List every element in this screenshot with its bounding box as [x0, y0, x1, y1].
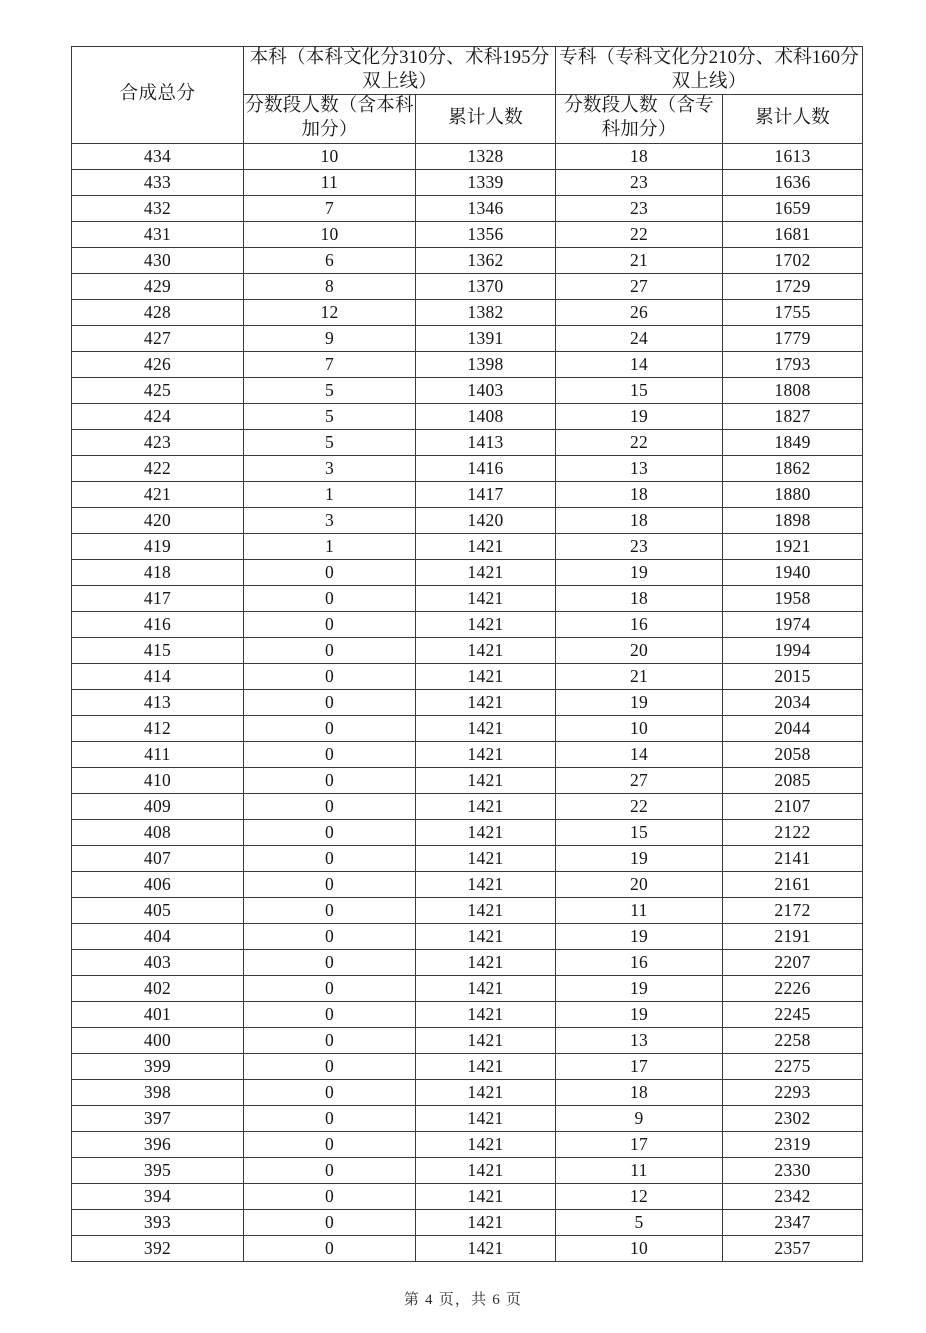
- cell-total-score: 399: [72, 1053, 244, 1079]
- cell-vocational-segment-count: 11: [556, 897, 723, 923]
- cell-undergrad-cumulative: 1421: [416, 611, 556, 637]
- cell-undergrad-segment-count: 5: [244, 429, 416, 455]
- table-row: [72, 689, 863, 715]
- table-row: [72, 871, 863, 897]
- cell-vocational-segment-count: 21: [556, 663, 723, 689]
- cell-vocational-segment-count: 13: [556, 1027, 723, 1053]
- cell-undergrad-segment-count: 0: [244, 1157, 416, 1183]
- table-row: [72, 1001, 863, 1027]
- cell-undergrad-cumulative: 1421: [416, 663, 556, 689]
- cell-total-score: 412: [72, 715, 244, 741]
- cell-undergrad-cumulative: 1421: [416, 1079, 556, 1105]
- cell-vocational-segment-count: 19: [556, 1001, 723, 1027]
- table-row: [72, 949, 863, 975]
- cell-vocational-segment-count: 12: [556, 1183, 723, 1209]
- cell-undergrad-segment-count: 0: [244, 1001, 416, 1027]
- cell-undergrad-segment-count: 0: [244, 923, 416, 949]
- table-row: [72, 741, 863, 767]
- cell-total-score: 419: [72, 533, 244, 559]
- cell-undergrad-cumulative: 1382: [416, 299, 556, 325]
- cell-vocational-cumulative: 2191: [723, 923, 863, 949]
- table-row: [72, 663, 863, 689]
- table-row: [72, 377, 863, 403]
- table-row: [72, 611, 863, 637]
- cell-undergrad-segment-count: 0: [244, 845, 416, 871]
- cell-vocational-segment-count: 27: [556, 767, 723, 793]
- cell-undergrad-segment-count: 3: [244, 455, 416, 481]
- cell-undergrad-segment-count: 0: [244, 949, 416, 975]
- cell-vocational-segment-count: 15: [556, 819, 723, 845]
- cell-undergrad-cumulative: 1421: [416, 897, 556, 923]
- cell-undergrad-cumulative: 1421: [416, 871, 556, 897]
- cell-vocational-cumulative: 1880: [723, 481, 863, 507]
- cell-total-score: 397: [72, 1105, 244, 1131]
- cell-total-score: 402: [72, 975, 244, 1001]
- cell-undergrad-segment-count: 10: [244, 143, 416, 169]
- cell-total-score: 394: [72, 1183, 244, 1209]
- cell-vocational-segment-count: 23: [556, 195, 723, 221]
- cell-total-score: 433: [72, 169, 244, 195]
- cell-vocational-segment-count: 23: [556, 533, 723, 559]
- table-row: [72, 559, 863, 585]
- cell-vocational-segment-count: 18: [556, 481, 723, 507]
- cell-undergrad-cumulative: 1421: [416, 637, 556, 663]
- cell-undergrad-cumulative: 1421: [416, 1053, 556, 1079]
- column-header-undergrad-segment-count: 分数段人数（含本科加分）: [244, 95, 416, 143]
- cell-undergrad-segment-count: 0: [244, 689, 416, 715]
- cell-vocational-segment-count: 18: [556, 507, 723, 533]
- cell-total-score: 430: [72, 247, 244, 273]
- cell-undergrad-segment-count: 0: [244, 897, 416, 923]
- table-row: [72, 481, 863, 507]
- cell-vocational-cumulative: 1793: [723, 351, 863, 377]
- cell-undergrad-cumulative: 1421: [416, 1183, 556, 1209]
- cell-undergrad-segment-count: 11: [244, 169, 416, 195]
- cell-undergrad-segment-count: 0: [244, 559, 416, 585]
- cell-undergrad-segment-count: 0: [244, 611, 416, 637]
- cell-total-score: 398: [72, 1079, 244, 1105]
- table-row: [72, 767, 863, 793]
- cell-undergrad-segment-count: 7: [244, 351, 416, 377]
- cell-vocational-cumulative: 2107: [723, 793, 863, 819]
- cell-undergrad-cumulative: 1362: [416, 247, 556, 273]
- cell-total-score: 409: [72, 793, 244, 819]
- cell-undergrad-cumulative: 1421: [416, 819, 556, 845]
- cell-undergrad-cumulative: 1416: [416, 455, 556, 481]
- table-row: [72, 819, 863, 845]
- cell-undergrad-cumulative: 1356: [416, 221, 556, 247]
- cell-undergrad-cumulative: 1420: [416, 507, 556, 533]
- cell-vocational-segment-count: 10: [556, 715, 723, 741]
- cell-vocational-segment-count: 20: [556, 871, 723, 897]
- cell-vocational-cumulative: 1681: [723, 221, 863, 247]
- cell-vocational-segment-count: 16: [556, 949, 723, 975]
- cell-total-score: 410: [72, 767, 244, 793]
- cell-vocational-cumulative: 2357: [723, 1235, 863, 1261]
- cell-total-score: 420: [72, 507, 244, 533]
- table-row: [72, 1079, 863, 1105]
- cell-total-score: 415: [72, 637, 244, 663]
- table-row: [72, 975, 863, 1001]
- cell-total-score: 413: [72, 689, 244, 715]
- cell-vocational-segment-count: 15: [556, 377, 723, 403]
- cell-undergrad-cumulative: 1391: [416, 325, 556, 351]
- cell-vocational-cumulative: 2319: [723, 1131, 863, 1157]
- table-row: [72, 585, 863, 611]
- cell-vocational-cumulative: 2015: [723, 663, 863, 689]
- cell-undergrad-cumulative: 1421: [416, 923, 556, 949]
- cell-vocational-cumulative: 1779: [723, 325, 863, 351]
- cell-vocational-segment-count: 19: [556, 559, 723, 585]
- table-row: [72, 169, 863, 195]
- cell-vocational-cumulative: 2275: [723, 1053, 863, 1079]
- cell-vocational-cumulative: 2141: [723, 845, 863, 871]
- cell-vocational-segment-count: 18: [556, 143, 723, 169]
- cell-undergrad-cumulative: 1421: [416, 1001, 556, 1027]
- table-row: [72, 1027, 863, 1053]
- cell-total-score: 403: [72, 949, 244, 975]
- cell-vocational-segment-count: 27: [556, 273, 723, 299]
- cell-vocational-segment-count: 14: [556, 351, 723, 377]
- cell-vocational-segment-count: 17: [556, 1053, 723, 1079]
- cell-undergrad-cumulative: 1421: [416, 715, 556, 741]
- cell-total-score: 400: [72, 1027, 244, 1053]
- cell-vocational-cumulative: 2347: [723, 1209, 863, 1235]
- cell-undergrad-cumulative: 1421: [416, 975, 556, 1001]
- cell-vocational-cumulative: 1898: [723, 507, 863, 533]
- cell-undergrad-cumulative: 1346: [416, 195, 556, 221]
- cell-vocational-cumulative: 1994: [723, 637, 863, 663]
- column-header-vocational-segment-count: 分数段人数（含专科加分）: [556, 95, 723, 143]
- cell-undergrad-cumulative: 1421: [416, 741, 556, 767]
- table-row: [72, 793, 863, 819]
- cell-total-score: 425: [72, 377, 244, 403]
- cell-vocational-segment-count: 20: [556, 637, 723, 663]
- cell-undergrad-cumulative: 1421: [416, 1209, 556, 1235]
- table-row: [72, 221, 863, 247]
- cell-undergrad-cumulative: 1421: [416, 1027, 556, 1053]
- table-row: [72, 1183, 863, 1209]
- cell-vocational-segment-count: 19: [556, 923, 723, 949]
- cell-undergrad-segment-count: 6: [244, 247, 416, 273]
- cell-vocational-cumulative: 1921: [723, 533, 863, 559]
- cell-vocational-segment-count: 19: [556, 975, 723, 1001]
- cell-vocational-cumulative: 2161: [723, 871, 863, 897]
- cell-undergrad-segment-count: 0: [244, 1209, 416, 1235]
- cell-undergrad-cumulative: 1421: [416, 1131, 556, 1157]
- cell-undergrad-cumulative: 1328: [416, 143, 556, 169]
- cell-undergrad-cumulative: 1370: [416, 273, 556, 299]
- page-footer: 第 4 页，共 6 页: [403, 1292, 523, 1308]
- cell-undergrad-segment-count: 9: [244, 325, 416, 351]
- cell-vocational-cumulative: 2172: [723, 897, 863, 923]
- table-body: [72, 143, 863, 1261]
- cell-total-score: 395: [72, 1157, 244, 1183]
- cell-undergrad-segment-count: 1: [244, 481, 416, 507]
- cell-undergrad-segment-count: 0: [244, 637, 416, 663]
- cell-vocational-segment-count: 13: [556, 455, 723, 481]
- cell-undergrad-segment-count: 3: [244, 507, 416, 533]
- cell-total-score: 406: [72, 871, 244, 897]
- table-row: [72, 1157, 863, 1183]
- cell-vocational-segment-count: 10: [556, 1235, 723, 1261]
- cell-total-score: 431: [72, 221, 244, 247]
- cell-total-score: 418: [72, 559, 244, 585]
- cell-total-score: 424: [72, 403, 244, 429]
- cell-undergrad-cumulative: 1339: [416, 169, 556, 195]
- cell-vocational-segment-count: 18: [556, 585, 723, 611]
- cell-vocational-segment-count: 16: [556, 611, 723, 637]
- cell-undergrad-cumulative: 1421: [416, 1105, 556, 1131]
- table-row: [72, 299, 863, 325]
- cell-undergrad-segment-count: 0: [244, 1235, 416, 1261]
- cell-undergrad-segment-count: 1: [244, 533, 416, 559]
- cell-undergrad-segment-count: 0: [244, 1183, 416, 1209]
- cell-undergrad-cumulative: 1421: [416, 585, 556, 611]
- cell-vocational-segment-count: 22: [556, 793, 723, 819]
- cell-total-score: 421: [72, 481, 244, 507]
- table-row: [72, 429, 863, 455]
- cell-vocational-cumulative: 2258: [723, 1027, 863, 1053]
- cell-total-score: 396: [72, 1131, 244, 1157]
- cell-total-score: 392: [72, 1235, 244, 1261]
- table-row: [72, 533, 863, 559]
- table-row: [72, 845, 863, 871]
- cell-vocational-segment-count: 22: [556, 429, 723, 455]
- cell-vocational-cumulative: 2302: [723, 1105, 863, 1131]
- table-row: [72, 273, 863, 299]
- table-row: [72, 143, 863, 169]
- cell-undergrad-cumulative: 1421: [416, 949, 556, 975]
- cell-undergrad-cumulative: 1421: [416, 1235, 556, 1261]
- cell-vocational-cumulative: 1659: [723, 195, 863, 221]
- cell-undergrad-segment-count: 0: [244, 715, 416, 741]
- cell-vocational-cumulative: 2293: [723, 1079, 863, 1105]
- table-row: [72, 1131, 863, 1157]
- cell-total-score: 404: [72, 923, 244, 949]
- table-row: [72, 455, 863, 481]
- cell-vocational-segment-count: 11: [556, 1157, 723, 1183]
- cell-undergrad-segment-count: 0: [244, 1079, 416, 1105]
- cell-total-score: 401: [72, 1001, 244, 1027]
- cell-total-score: 416: [72, 611, 244, 637]
- cell-undergrad-segment-count: 10: [244, 221, 416, 247]
- cell-vocational-cumulative: 2034: [723, 689, 863, 715]
- table-header-row-groups: [72, 47, 863, 95]
- cell-vocational-segment-count: 5: [556, 1209, 723, 1235]
- table-row: [72, 1053, 863, 1079]
- cell-vocational-cumulative: 1940: [723, 559, 863, 585]
- cell-vocational-segment-count: 19: [556, 845, 723, 871]
- column-header-vocational-cumulative: 累计人数: [723, 95, 863, 143]
- column-header-undergrad-cumulative: 累计人数: [416, 95, 556, 143]
- table-row: [72, 1209, 863, 1235]
- cell-undergrad-cumulative: 1421: [416, 1157, 556, 1183]
- cell-undergrad-segment-count: 0: [244, 767, 416, 793]
- group-header-undergraduate: 本科（本科文化分310分、术科195分双上线）: [244, 47, 556, 95]
- cell-undergrad-segment-count: 8: [244, 273, 416, 299]
- cell-vocational-segment-count: 9: [556, 1105, 723, 1131]
- cell-vocational-cumulative: 1974: [723, 611, 863, 637]
- cell-undergrad-segment-count: 0: [244, 1131, 416, 1157]
- table-row: [72, 1235, 863, 1261]
- cell-vocational-segment-count: 18: [556, 1079, 723, 1105]
- cell-undergrad-cumulative: 1417: [416, 481, 556, 507]
- cell-vocational-cumulative: 1613: [723, 143, 863, 169]
- cell-undergrad-segment-count: 12: [244, 299, 416, 325]
- cell-total-score: 393: [72, 1209, 244, 1235]
- cell-undergrad-segment-count: 0: [244, 1027, 416, 1053]
- cell-total-score: 422: [72, 455, 244, 481]
- cell-undergrad-segment-count: 0: [244, 741, 416, 767]
- table-row: [72, 247, 863, 273]
- table-row: [72, 507, 863, 533]
- cell-vocational-cumulative: 1729: [723, 273, 863, 299]
- cell-total-score: 426: [72, 351, 244, 377]
- cell-vocational-segment-count: 19: [556, 403, 723, 429]
- cell-vocational-cumulative: 2226: [723, 975, 863, 1001]
- cell-vocational-segment-count: 24: [556, 325, 723, 351]
- cell-total-score: 405: [72, 897, 244, 923]
- cell-vocational-segment-count: 23: [556, 169, 723, 195]
- cell-undergrad-cumulative: 1421: [416, 533, 556, 559]
- cell-undergrad-segment-count: 7: [244, 195, 416, 221]
- cell-vocational-segment-count: 17: [556, 1131, 723, 1157]
- cell-undergrad-segment-count: 0: [244, 819, 416, 845]
- cell-vocational-cumulative: 2044: [723, 715, 863, 741]
- cell-total-score: 429: [72, 273, 244, 299]
- cell-vocational-segment-count: 26: [556, 299, 723, 325]
- group-header-vocational: 专科（专科文化分210分、术科160分双上线）: [556, 47, 863, 95]
- cell-undergrad-segment-count: 0: [244, 1053, 416, 1079]
- table-row: [72, 1105, 863, 1131]
- cell-undergrad-cumulative: 1421: [416, 689, 556, 715]
- cell-total-score: 407: [72, 845, 244, 871]
- cell-total-score: 414: [72, 663, 244, 689]
- cell-vocational-cumulative: 1702: [723, 247, 863, 273]
- cell-undergrad-cumulative: 1421: [416, 767, 556, 793]
- cell-undergrad-segment-count: 0: [244, 585, 416, 611]
- cell-vocational-cumulative: 1958: [723, 585, 863, 611]
- cell-vocational-cumulative: 2058: [723, 741, 863, 767]
- cell-undergrad-cumulative: 1398: [416, 351, 556, 377]
- cell-vocational-cumulative: 2085: [723, 767, 863, 793]
- cell-vocational-cumulative: 1755: [723, 299, 863, 325]
- cell-undergrad-segment-count: 5: [244, 403, 416, 429]
- cell-undergrad-segment-count: 5: [244, 377, 416, 403]
- cell-vocational-cumulative: 1862: [723, 455, 863, 481]
- cell-vocational-segment-count: 21: [556, 247, 723, 273]
- table-row: [72, 897, 863, 923]
- cell-undergrad-cumulative: 1413: [416, 429, 556, 455]
- cell-undergrad-segment-count: 0: [244, 871, 416, 897]
- cell-undergrad-segment-count: 0: [244, 663, 416, 689]
- cell-vocational-cumulative: 2122: [723, 819, 863, 845]
- table-row: [72, 923, 863, 949]
- cell-total-score: 417: [72, 585, 244, 611]
- cell-vocational-cumulative: 1808: [723, 377, 863, 403]
- cell-vocational-cumulative: 1849: [723, 429, 863, 455]
- cell-vocational-cumulative: 1636: [723, 169, 863, 195]
- cell-undergrad-cumulative: 1421: [416, 845, 556, 871]
- cell-vocational-cumulative: 2207: [723, 949, 863, 975]
- cell-undergrad-cumulative: 1421: [416, 559, 556, 585]
- table-row: [72, 325, 863, 351]
- cell-vocational-cumulative: 1827: [723, 403, 863, 429]
- cell-total-score: 411: [72, 741, 244, 767]
- cell-vocational-cumulative: 2330: [723, 1157, 863, 1183]
- cell-undergrad-segment-count: 0: [244, 1105, 416, 1131]
- cell-total-score: 423: [72, 429, 244, 455]
- column-header-total-score: 合成总分: [72, 47, 244, 144]
- table-row: [72, 715, 863, 741]
- table-row: [72, 195, 863, 221]
- table-row: [72, 637, 863, 663]
- cell-undergrad-cumulative: 1403: [416, 377, 556, 403]
- cell-vocational-cumulative: 2245: [723, 1001, 863, 1027]
- cell-undergrad-segment-count: 0: [244, 793, 416, 819]
- cell-total-score: 432: [72, 195, 244, 221]
- cell-vocational-cumulative: 2342: [723, 1183, 863, 1209]
- table-header: [72, 47, 863, 144]
- cell-total-score: 434: [72, 143, 244, 169]
- cell-vocational-segment-count: 19: [556, 689, 723, 715]
- cell-vocational-segment-count: 22: [556, 221, 723, 247]
- table-row: [72, 351, 863, 377]
- cell-undergrad-cumulative: 1408: [416, 403, 556, 429]
- cell-undergrad-segment-count: 0: [244, 975, 416, 1001]
- table-row: [72, 403, 863, 429]
- score-distribution-table: [71, 46, 863, 1262]
- cell-vocational-segment-count: 14: [556, 741, 723, 767]
- cell-total-score: 427: [72, 325, 244, 351]
- cell-total-score: 428: [72, 299, 244, 325]
- cell-undergrad-cumulative: 1421: [416, 793, 556, 819]
- cell-total-score: 408: [72, 819, 244, 845]
